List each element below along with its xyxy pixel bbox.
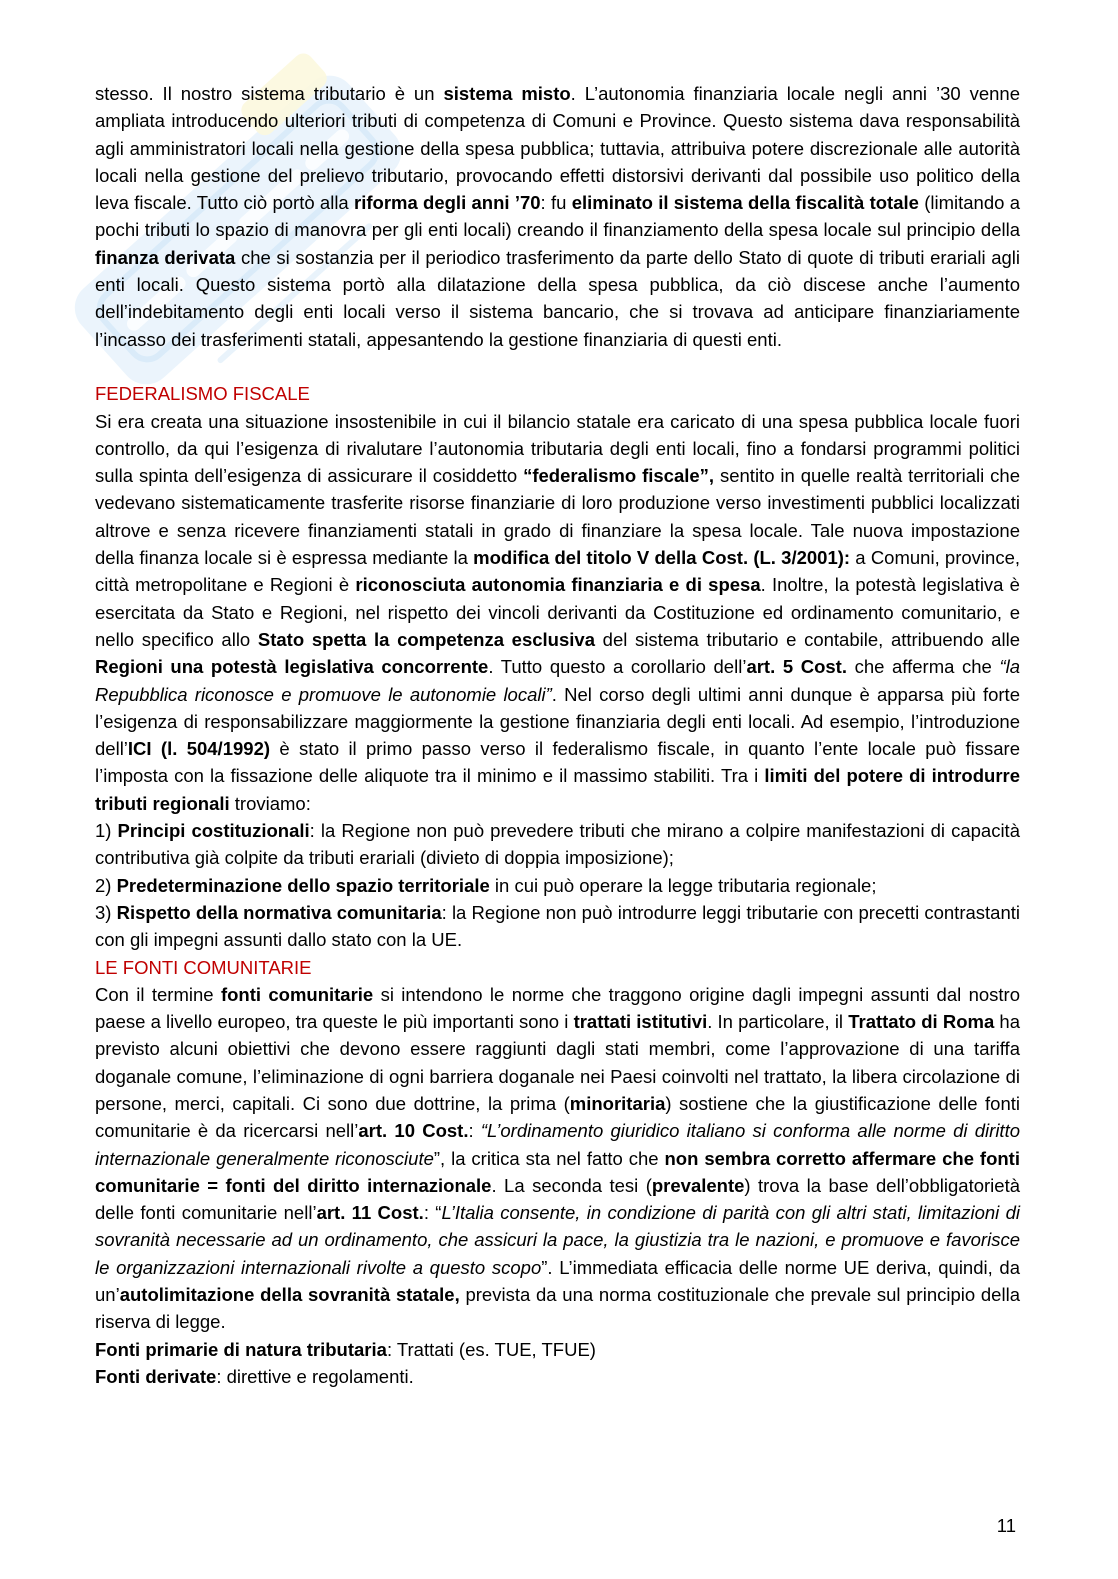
text-run: . In particolare, il (707, 1011, 849, 1033)
bold-term: art. 11 Cost. (316, 1202, 424, 1224)
quoted-citation: “L’ordinamento giuridico italiano si conforma alle norme di diritto internazionale generalmente riconosciute (95, 1120, 1020, 1169)
text-run: a Comuni, province, città metropolitane e Regioni è (95, 547, 1021, 596)
bold-term: Trattato di Roma (848, 1011, 995, 1033)
text-run: . Inoltre, la potestà legislativa è esercitata da Stato e Regioni, nel rispetto dei vincoli derivanti da Costituzione ed ordinamento comunitario, e nello specifico allo (95, 574, 1020, 650)
bold-term: eliminato il sistema della fiscalità totale (571, 192, 919, 214)
federalismo-paragraph (95, 408, 1020, 817)
fonti-derivate-line (95, 1363, 1020, 1390)
bold-term: riforma degli anni ’70 (354, 192, 541, 214)
text-run: del sistema tributario e contabile, attribuendo alle (595, 628, 1020, 650)
intro-paragraph (95, 80, 1020, 353)
section-heading-fonti: LE FONTI COMUNITARIE (95, 956, 312, 978)
list-number: 3) (95, 901, 117, 923)
text-run: : direttive e regolamenti. (216, 1365, 414, 1387)
text-run: che si sostanzia per il periodico trasferimento da parte dello Stato di quote di tributi erariali agli enti locali. Questo sistema portò alla dilatazione della spesa pubblica, da ciò discese anche l’aumento dell’indebitamento degli enti locali verso il sistema bancario, che si trovava ad anticipare finanziariamente l’incasso dei trasferimenti statali, appesantendo la gestione finanziaria di questi enti. (95, 246, 1021, 350)
list-number: 2) (95, 874, 117, 896)
bold-term: riconosciuta autonomia finanziaria e di spesa (355, 574, 761, 596)
bold-term: minoritaria (569, 1092, 666, 1114)
bold-term: Principi costituzionali (117, 820, 310, 842)
bold-term: prevalente (651, 1174, 745, 1196)
text-run: si intendono le norme che traggono origine dagli impegni assunti dal nostro paese a livello europeo, tra queste le più importanti sono i (95, 983, 1021, 1033)
text-run: . La seconda tesi ( (491, 1174, 652, 1196)
quoted-citation: L’Italia consente, in condizione di parità con gli altri stati, limitazioni di sovranità necessarie ad un ordinamento, che assicuri la pace, la giustizia tra le nazioni, e promuove e favorisce le organizzazioni internazionali rivolte a questo scopo (95, 1202, 1020, 1278)
text-run: : (468, 1120, 481, 1142)
text-run: : “ (423, 1202, 442, 1224)
text-run: Si era creata una situazione insostenibile in cui il bilancio statale era caricato di una spesa pubblica locale fuori controllo, da qui l’esigenza di rivalutare l’autonomia tributaria degli enti locali, fino a fondarsi programmi politici sulla spinta dell’esigenza di assicurare il cosiddetto (95, 410, 1020, 487)
fonti-primarie-line (95, 1336, 1020, 1363)
fonti-paragraph (95, 981, 1020, 1336)
bold-term: Stato spetta la competenza esclusiva (257, 628, 595, 650)
text-run: ) sostiene che la giustificazione delle fonti comunitarie è da ricercarsi nell’ (95, 1092, 1020, 1142)
text-run: : Trattati (es. TUE, TFUE) (386, 1338, 596, 1360)
text-run: : la Regione non può prevedere tributi che mirano a colpire manifestazioni di capacità contributiva già colpite da tributi erariali (divieto di doppia imposizione); (95, 820, 1020, 869)
bold-term: finanza derivata (95, 246, 236, 268)
bold-term: modifica del titolo V della Cost. (L. 3/2001): (473, 547, 851, 569)
text-run: (limitando a pochi tributi lo spazio di manovra per gli enti locali) creando il finanziamento della spesa locale sul principio della (95, 192, 1021, 241)
bold-term: art. 5 Cost. (746, 656, 847, 678)
list-item (95, 899, 1020, 954)
bold-term: non sembra corretto affermare che fonti comunitarie = fonti del diritto internazionale (95, 1147, 1020, 1196)
bold-term: fonti comunitarie (220, 983, 374, 1005)
bold-term: trattati istitutivi (573, 1011, 708, 1033)
list-item (95, 817, 1020, 872)
bold-term: Fonti primarie di natura tributaria (95, 1338, 387, 1360)
bold-term: art. 10 Cost. (358, 1120, 469, 1142)
bold-term: “federalismo fiscale”, (523, 465, 715, 487)
text-run: ) trova la base dell’obbligatorietà delle fonti comunitarie nell’ (95, 1174, 1020, 1224)
text-run: è stato il primo passo verso il federalismo fiscale, in quanto l’ente locale può fissare l’imposta con la fissazione delle aliquote tra il minimo e il massimo stabiliti. Tra i (95, 738, 1020, 787)
text-run: ha previsto alcuni obiettivi che devono essere raggiunti dagli stati membri, come l’approvazione di una tariffa doganale comune, l’eliminazione di ogni barriera doganale nei Paesi coinvolti nel trattato, la libera circolazione di persone, merci, capitali. Ci sono due dottrine, la prima ( (95, 1011, 1020, 1114)
text-run: . Nel corso degli ultimi anni dunque è apparsa più forte l’esigenza di responsabilizzare maggiormente la gestione finanziaria degli enti locali. Ad esempio, l’introduzione dell’ (95, 683, 1020, 760)
bold-term: limiti del potere di introdurre tributi regionali (95, 765, 1021, 814)
document-body (95, 80, 1020, 1390)
text-run: ”, la critica sta nel fatto che (433, 1147, 665, 1169)
text-run: in cui può operare la legge tributaria regionale; (489, 874, 877, 896)
list-number: 1) (95, 820, 118, 842)
text-run: che afferma che (846, 656, 1000, 678)
bold-term: autolimitazione della sovranità statale, (119, 1284, 460, 1306)
bold-term: Rispetto della normativa comunitaria (116, 901, 442, 923)
quoted-citation: “la Repubblica riconosce e promuove le autonomie locali” (95, 656, 1021, 705)
text-run: troviamo: (229, 792, 311, 814)
list-item (95, 872, 1020, 899)
page-number: 11 (996, 1515, 1016, 1536)
bold-term: Fonti derivate (95, 1365, 217, 1387)
bold-term: Predeterminazione dello spazio territoriale (116, 874, 490, 896)
bold-term: sistema misto (443, 83, 571, 104)
bold-term: Regioni una potestà legislativa concorrente (95, 656, 489, 678)
text-run: Con il termine (95, 983, 221, 1005)
section-heading-federalismo: FEDERALISMO FISCALE (95, 383, 310, 405)
bold-term: ICI (l. 504/1992) (127, 738, 271, 760)
text-run: sentito in quelle realtà territoriali che vedevano sistematicamente trasferite risorse finanziarie di loro produzione verso investimenti pubblici localizzati altrove e senza ricevere finanziamenti statali in grado di finanziare la spesa locale. Tale nuova impostazione della finanza locale si è espressa mediante la (95, 465, 1020, 569)
text-run: ”. L’immediata efficacia delle norme UE deriva, quindi, da un’ (95, 1256, 1021, 1306)
text-run: : la Regione non può introdurre leggi tributarie con precetti contrastanti con gli impegni assunti dallo stato con la UE. (95, 901, 1020, 951)
text-run: . Tutto questo a corollario dell’ (488, 656, 747, 678)
text-run: : fu (540, 192, 572, 214)
text-run: stesso. Il nostro sistema tributario è un (95, 83, 444, 104)
text-run: prevista da una norma costituzionale che prevale sul principio della riserva di legge. (95, 1284, 1020, 1333)
text-run: . L’autonomia finanziaria locale negli anni ’30 venne ampliata introducendo ulteriori tributi di competenza di Comuni e Province. Questo sistema dava responsabilità agli amministratori locali nella gestione della spesa pubblica; tuttavia, attribuiva potere discrezionale alle autorità locali nella gestione del prelievo tributario, provocando effetti distorsivi derivanti dal possibile uso politico della leva fiscale. Tutto ciò portò alla (95, 83, 1021, 214)
